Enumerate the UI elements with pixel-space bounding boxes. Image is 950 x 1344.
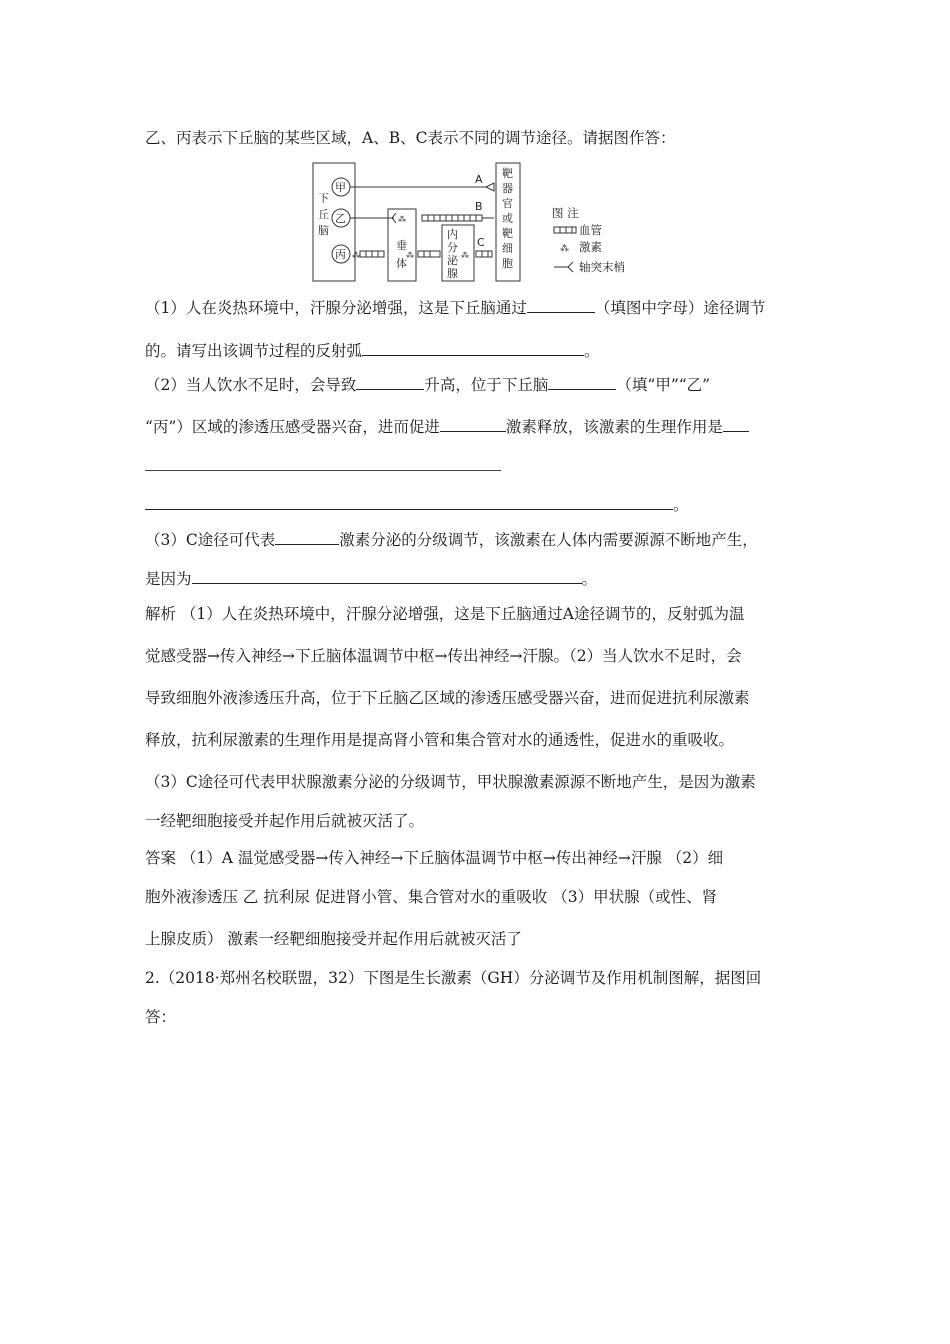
q1-text-b: （填图中字母）途径调节 xyxy=(594,299,766,317)
hypothalamus-char-3: 脑 xyxy=(318,224,329,237)
gland-char-3: 泌 xyxy=(447,254,458,267)
q2-text-f: 。 xyxy=(673,496,689,514)
target-char-5: 靶 xyxy=(502,227,513,240)
q2-line-2 xyxy=(145,415,815,438)
gland-char-1: 内 xyxy=(447,228,458,241)
q3-text-d: 。 xyxy=(581,570,598,588)
answer-line-2: 胞外液渗透压 乙 抗利尿 促进肾小管、集合管对水的重吸收 （3）甲状腺（或性、肾 xyxy=(145,888,718,906)
analysis-line-6: 一经靶细胞接受并起作用后就被灭活了。 xyxy=(145,812,425,830)
q2-text-d: “丙”）区域的渗透压感受器兴奋，进而促进 xyxy=(145,418,440,436)
region-jia: 甲 xyxy=(335,181,346,194)
target-char-3: 官 xyxy=(502,197,513,210)
analysis-line-4: 释放，抗利尿激素的生理作用是提高肾小管和集合管对水的通透性，促进水的重吸收。 xyxy=(145,731,735,749)
q-next-line-2: 答： xyxy=(145,1008,177,1026)
q2-text-a: （2）当人饮水不足时，会导致 xyxy=(145,376,357,394)
answer-line-3: 上腺皮质） 激素一经靶细胞接受并起作用后就被灭活了 xyxy=(145,930,522,948)
q1-text-c: 的。请写出该调节过程的反射弧 xyxy=(145,342,363,360)
q3-text-a: （3）C途径可代表 xyxy=(145,531,276,549)
q2-blank-region[interactable] xyxy=(548,373,616,390)
path-label-a: A xyxy=(475,173,483,186)
q2-text-b: 升高，位于下丘脑 xyxy=(424,376,549,394)
target-char-6: 细 xyxy=(502,242,513,255)
q1-blank-reflex-arc[interactable] xyxy=(362,339,584,356)
q1-text-d: 。 xyxy=(584,342,600,360)
gland-char-4: 腺 xyxy=(447,267,458,280)
target-char-7: 胞 xyxy=(502,257,513,270)
q2-blank-hormone[interactable] xyxy=(440,415,506,432)
analysis-line-2: 觉感受器→传入神经→下丘脑体温调节中枢→传出神经→汗腺。（2）当人饮水不足时，会 xyxy=(145,647,742,665)
analysis-line-5: （3）C途径可代表甲状腺激素分泌的分级调节，甲状腺激素源源不断地产生，是因为激素 xyxy=(145,773,756,791)
legend-vessel: 血管 xyxy=(579,223,602,237)
q3-line-2 xyxy=(145,567,815,590)
q3-text-b: 激素分泌的分级调节，该激素在人体内需要源源不断地产生， xyxy=(339,531,758,549)
svg-text:⁂: ⁂ xyxy=(560,244,569,254)
q2-answer-rule-2[interactable] xyxy=(145,493,673,510)
answer-line-1: 答案 （1）A 温觉感受器→传入神经→下丘脑体温调节中枢→传出神经→汗腺 （2）细 xyxy=(145,849,724,867)
q-next-line-1: 2.（2018·郑州名校联盟，32）下图是生长激素（GH）分泌调节及作用机制图解，据图回 xyxy=(145,969,762,987)
q1-blank-path[interactable] xyxy=(527,296,595,313)
q3-text-c: 是因为 xyxy=(145,570,192,588)
q3-line-1 xyxy=(145,528,815,551)
svg-text:⁂: ⁂ xyxy=(406,251,414,260)
q1-line-1 xyxy=(145,296,815,319)
q2-blank-osmotic[interactable] xyxy=(356,373,424,390)
q3-blank-reason[interactable] xyxy=(192,567,582,584)
q2-answer-rule-1[interactable] xyxy=(145,470,501,471)
hypothalamus-char-2: 丘 xyxy=(318,208,329,221)
analysis-line-1: 解析 （1）人在炎热环境中，汗腺分泌增强，这是下丘脑通过A途径调节的，反射弧为温 xyxy=(145,605,745,623)
pituitary-char-1: 垂 xyxy=(396,239,407,252)
intro-text: 乙、丙表示下丘脑的某些区域，A、B、C表示不同的调节途径。请据图作答： xyxy=(145,129,676,147)
gland-char-2: 分 xyxy=(447,241,458,254)
q1-line-2 xyxy=(145,339,815,362)
region-bing: 丙 xyxy=(335,248,346,261)
region-yi: 乙 xyxy=(335,212,346,225)
svg-text:⁂: ⁂ xyxy=(398,215,406,224)
hypothalamus-diagram xyxy=(310,160,640,285)
q2-blank-function-start[interactable] xyxy=(723,415,749,432)
q2-line-1 xyxy=(145,373,815,396)
target-char-2: 器 xyxy=(502,182,513,195)
analysis-line-3: 导致细胞外液渗透压升高，位于下丘脑乙区域的渗透压感受器兴奋，进而促进抗利尿激素 xyxy=(145,689,750,707)
legend-axon: 轴突末梢 xyxy=(579,260,625,274)
q2-text-c: （填“甲”“乙” xyxy=(616,376,711,394)
legend-hormone: 激素 xyxy=(579,240,602,254)
svg-text:⁂: ⁂ xyxy=(461,251,469,260)
path-label-c: C xyxy=(477,236,485,249)
pituitary-char-2: 体 xyxy=(396,257,407,270)
q1-text-a: （1）人在炎热环境中，汗腺分泌增强，这是下丘脑通过 xyxy=(145,299,527,317)
target-char-4: 或 xyxy=(502,212,513,225)
target-char-1: 靶 xyxy=(502,167,513,180)
hypothalamus-char-1: 下 xyxy=(318,192,329,205)
q2-text-e: 激素释放，该激素的生理作用是 xyxy=(505,418,723,436)
path-label-b: B xyxy=(475,200,483,213)
q3-blank-hormone[interactable] xyxy=(275,528,339,545)
q2-line-4 xyxy=(145,493,815,516)
svg-text:⁂: ⁂ xyxy=(352,251,360,260)
legend-title: 图 注 xyxy=(552,206,579,220)
diagram-svg xyxy=(310,160,640,285)
